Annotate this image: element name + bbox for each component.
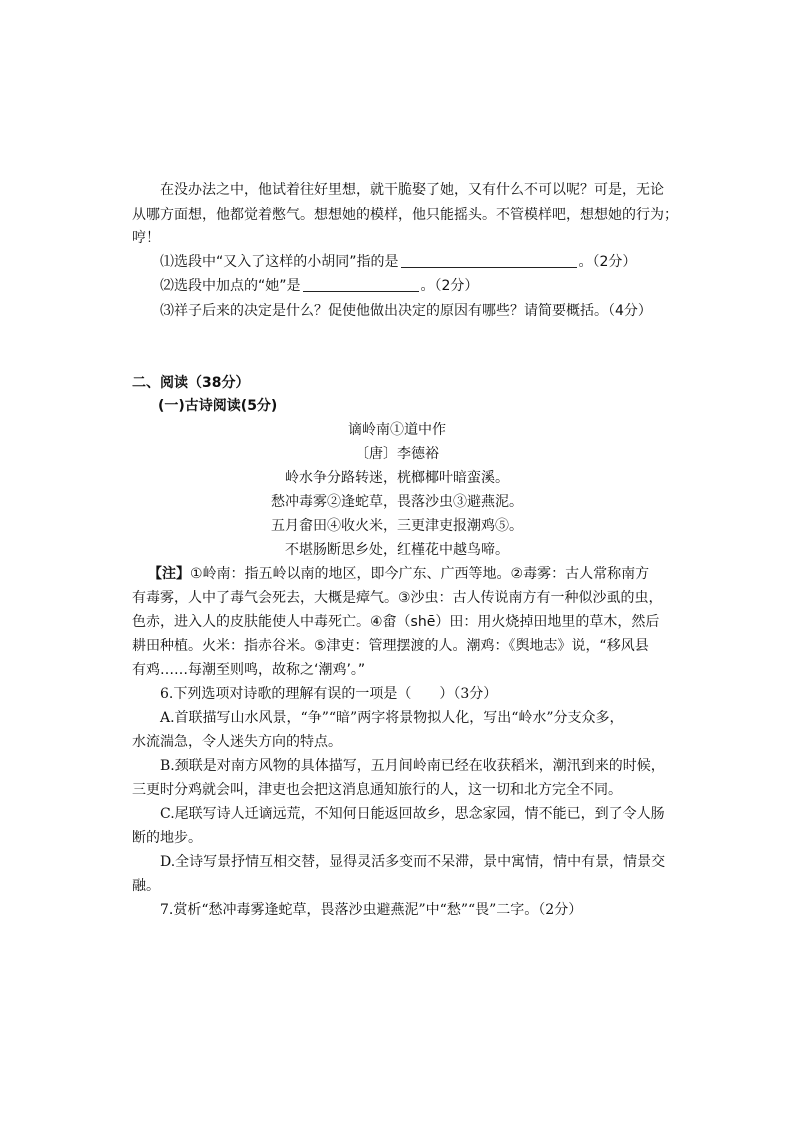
notes-line-5: 有鸡……每潮至则鸣，故称之‘潮鸡’。” bbox=[132, 662, 366, 678]
notes-line-3: 色赤，进入人的皮肤能使人中毒死亡。④畲（shē）田：用火烧掉田地里的草木，然后 bbox=[132, 614, 660, 630]
question-3: ⑶祥子后来的决定是什么？促使他做出决定的原因有哪些？请简要概括。（4分） bbox=[160, 303, 652, 319]
option-a-line-2: 水流湍急，令人迷失方向的特点。 bbox=[132, 734, 342, 750]
question-1 bbox=[160, 252, 636, 272]
notes-label: 【注】 bbox=[148, 566, 190, 582]
poem-line-2: 愁冲毒雾②逢蛇草，畏落沙虫③避燕泥。 bbox=[271, 494, 523, 510]
passage-line-2: 从哪方面想，他都觉着憋气。想想她的模样，他只能摇头。不管模样吧，想想她的行为； bbox=[132, 207, 678, 223]
question-2 bbox=[160, 276, 478, 296]
section-title: 二、阅读（38分） bbox=[132, 375, 250, 391]
question-1-text: ⑴选段中“又入了这样的小胡同”指的是 bbox=[160, 254, 399, 270]
passage-line-3: 哼！ bbox=[132, 230, 160, 246]
option-b-line-2: 三更时分鸡就会叫，津吏也会把这消息通知旅行的人，这一切和北方完全不同。 bbox=[132, 782, 622, 798]
notes-text-1: ①岭南：指五岭以南的地区，即今广东、广西等地。②毒雾：古人常称南方 bbox=[190, 566, 650, 582]
poem-author: 〔唐〕李德裕 bbox=[355, 446, 439, 462]
option-d-line-1: D.全诗写景抒情互相交替，显得灵活多变而不呆滞，景中寓情，情中有景，情景交 bbox=[160, 854, 666, 870]
question-1-score: 。（2分） bbox=[578, 254, 637, 270]
poem-title: 谪岭南①道中作 bbox=[348, 422, 446, 438]
subsection-title: (一)古诗阅读(5分) bbox=[158, 398, 278, 414]
option-b-line-1: B.颈联是对南方风物的具体描写，五月间岭南已经在收获稻米，潮汛到来的时候， bbox=[160, 758, 665, 774]
poem-line-1: 岭水争分路转迷，桄榔椰叶暗蛮溪。 bbox=[285, 470, 509, 486]
answer-blank-1[interactable] bbox=[401, 253, 577, 268]
question-7-stem: 7.赏析“愁冲毒雾逢蛇草，畏落沙虫避燕泥”中“愁”“畏”二字。（2分） bbox=[160, 902, 583, 918]
passage-line-1: 在没办法之中，他试着往好里想，就干脆娶了她，又有什么不可以呢？可是，无论 bbox=[160, 182, 664, 198]
poem-line-4: 不堪肠断思乡处，红槿花中越鸟啼。 bbox=[285, 542, 509, 558]
question-6-stem: 6.下列选项对诗歌的理解有误的一项是（ ）（3分） bbox=[160, 686, 498, 702]
question-2-score: 。（2分） bbox=[420, 278, 479, 294]
option-a-line-1: A.首联描写山水风景，“争”“暗”两字将景物拟人化，写出“岭水”分支众多， bbox=[160, 710, 624, 726]
notes-line-1 bbox=[148, 564, 649, 584]
option-c-line-2: 断的地步。 bbox=[132, 830, 202, 846]
notes-line-4: 耕田种植。火米：指赤谷米。⑤津吏：管理摆渡的人。潮鸡：《舆地志》说，“移风县 bbox=[132, 638, 649, 654]
poem-line-3: 五月畲田④收火米，三更津吏报潮鸡⑤。 bbox=[271, 518, 523, 534]
question-2-text: ⑵选段中加点的“她”是 bbox=[160, 278, 301, 294]
answer-blank-2[interactable] bbox=[303, 277, 419, 292]
notes-line-2: 有毒雾，人中了毒气会死去，大概是瘴气。③沙虫：古人传说南方有一种似沙虱的虫， bbox=[132, 590, 663, 606]
option-d-line-2: 融。 bbox=[132, 878, 160, 894]
option-c-line-1: C.尾联写诗人迁谪远荒，不知何日能返回故乡，思念家园，情不能已，到了令人肠 bbox=[160, 806, 665, 822]
